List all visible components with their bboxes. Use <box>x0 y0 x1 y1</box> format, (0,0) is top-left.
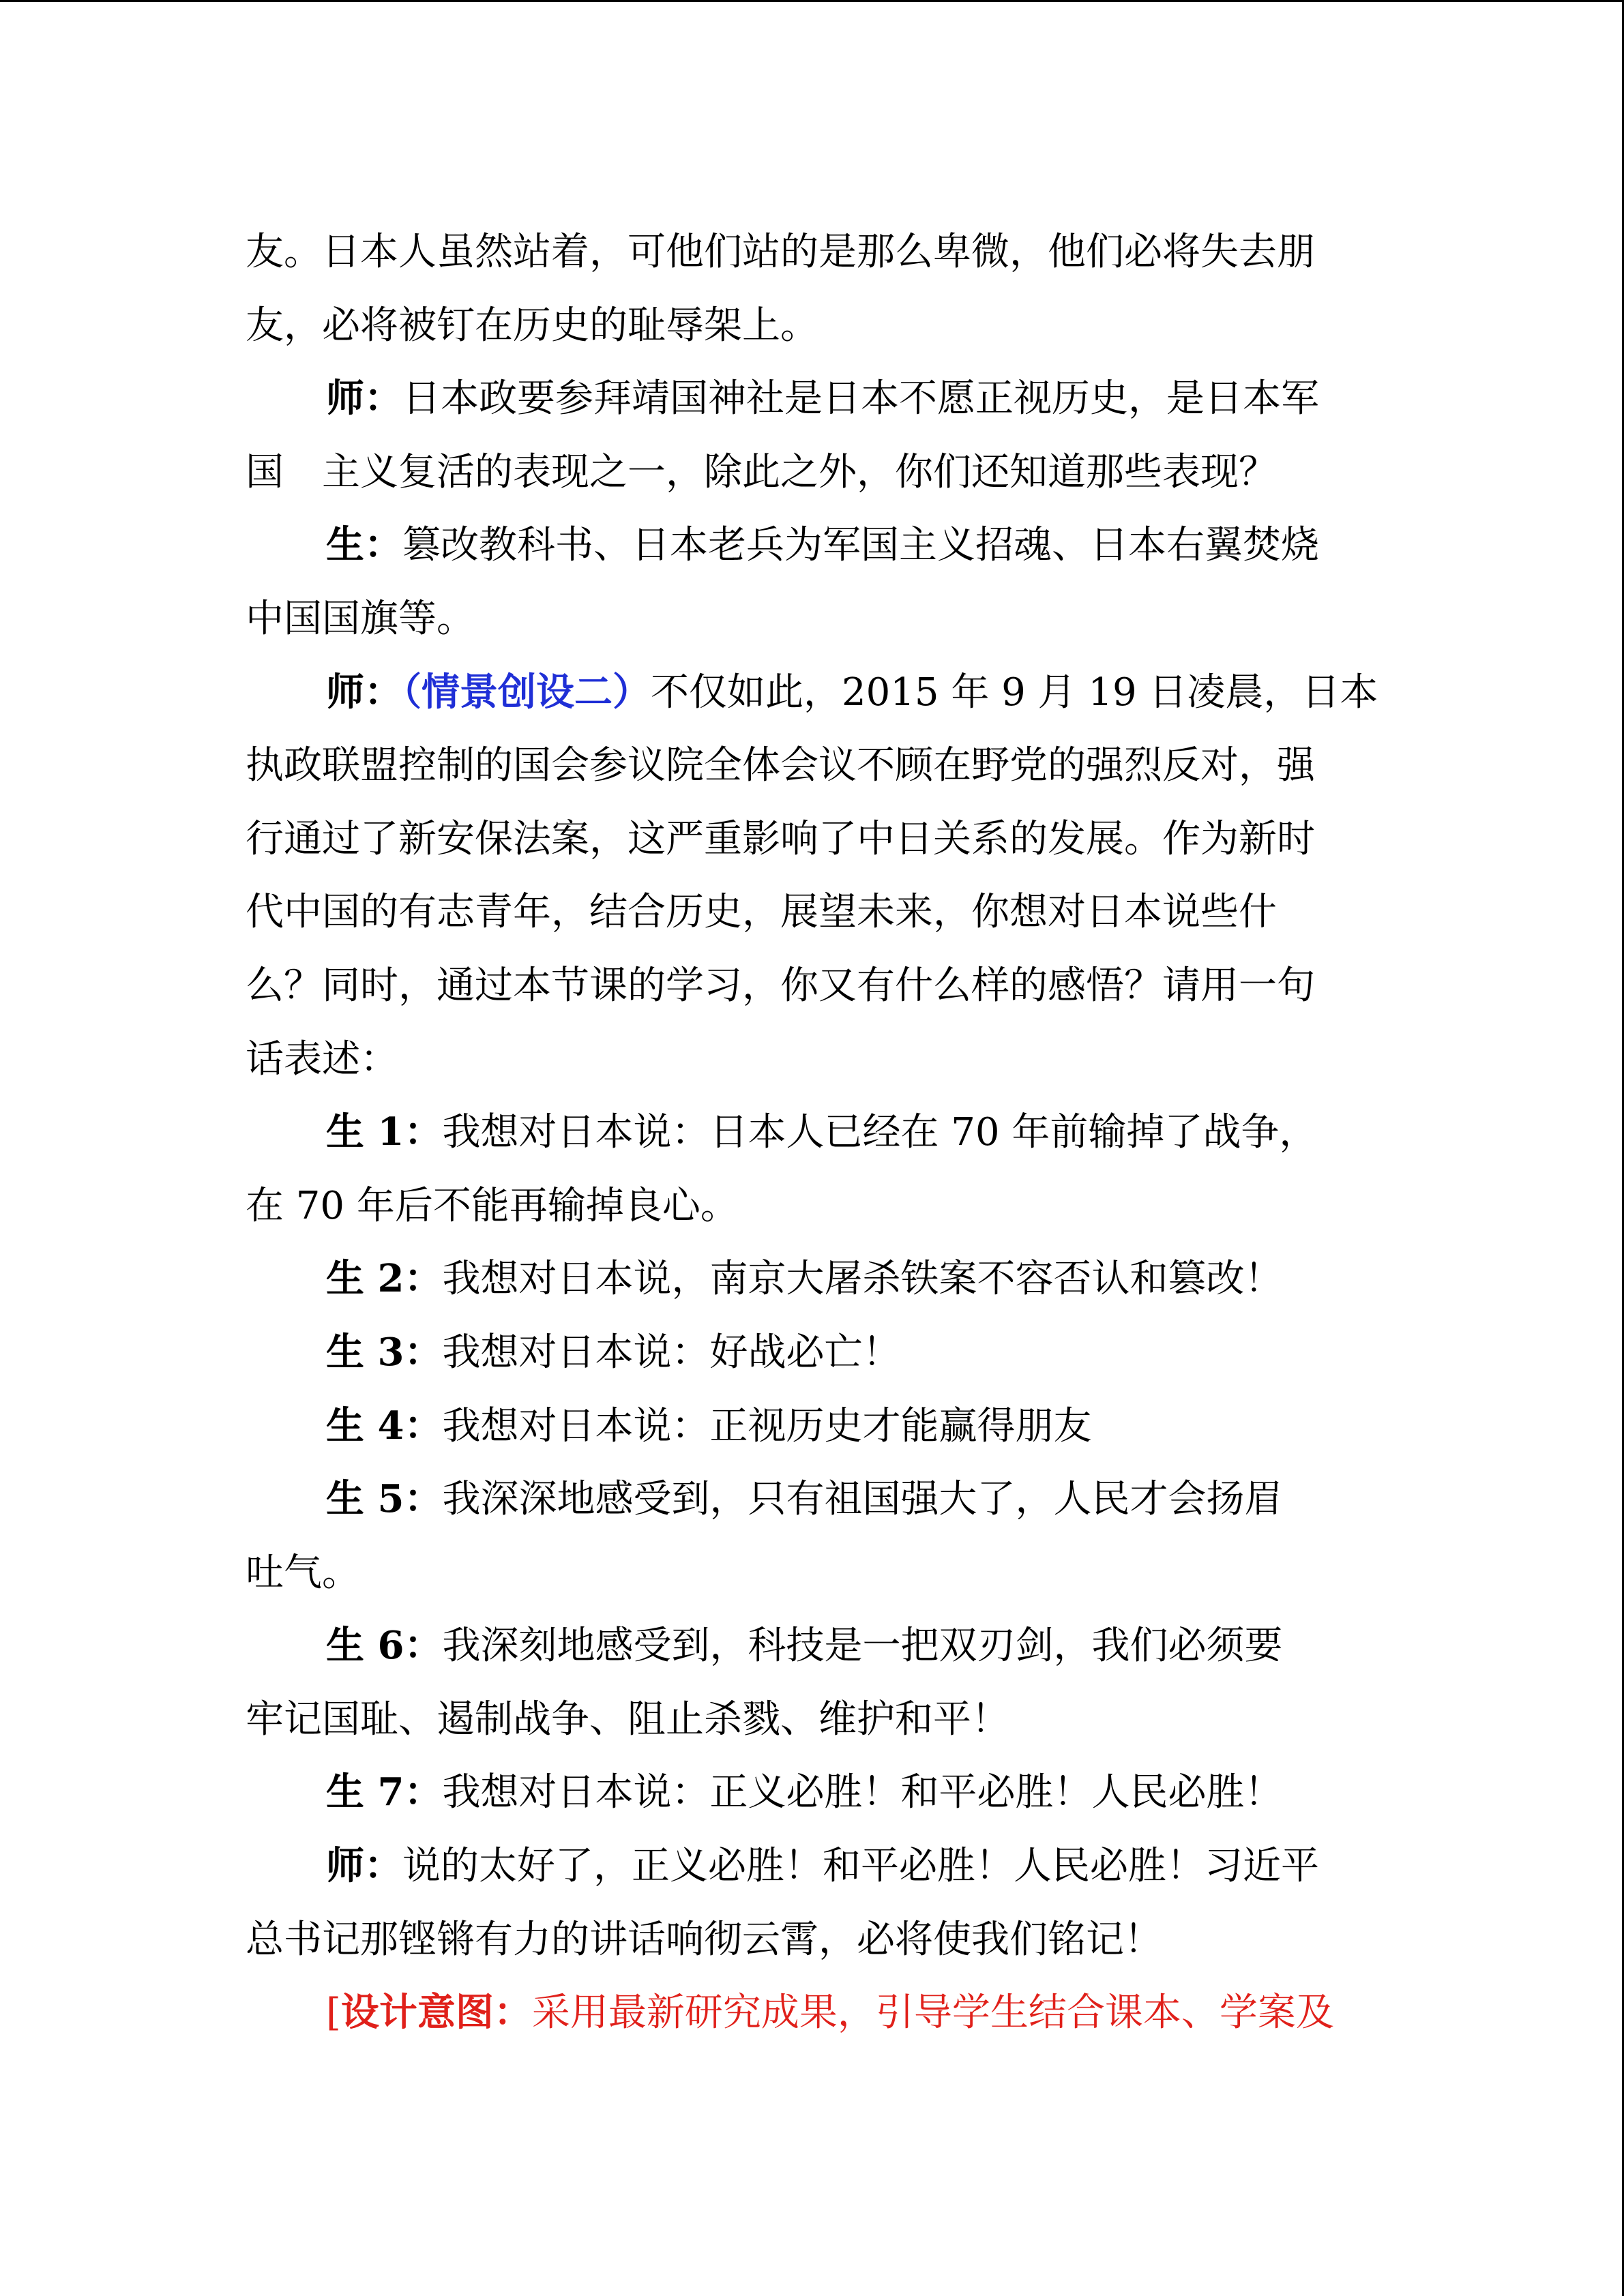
speaker-label: 生 1： <box>326 1109 443 1155</box>
line-text: 我深刻地感受到，科技是一把双刃剑，我们必须要 <box>442 1624 1283 1669</box>
line-text: 篡改教科书、日本老兵为军国主义招魂、日本右翼焚烧 <box>402 523 1319 568</box>
line-text: 中国国旗等。 <box>246 596 475 641</box>
design-note-line <box>246 1976 1391 2050</box>
student-line <box>246 1390 1391 1463</box>
paragraph-line <box>246 1169 1391 1243</box>
paragraph-line <box>246 289 1391 363</box>
line-text: 代中国的有志青年，结合历史，展望未来，你想对日本说些什 <box>246 890 1277 935</box>
speaker-label: 生 7： <box>326 1770 443 1815</box>
line-text: 主义复活的表现之一，除此之外，你们还知道那些表现？ <box>322 449 1277 494</box>
speaker-label: 生 4： <box>326 1403 443 1448</box>
paragraph-line <box>246 729 1391 803</box>
teacher-line <box>246 656 1391 730</box>
speaker-label: 生 6： <box>326 1623 443 1669</box>
design-note-label: 设计意图： <box>340 1990 532 2036</box>
line-text: 吐气。 <box>246 1550 360 1595</box>
student-line <box>246 509 1391 582</box>
speaker-label: 师： <box>326 376 402 421</box>
line-text: 我想对日本说：日本人已经在 70 年前输掉了战争， <box>442 1110 1318 1155</box>
paragraph-line <box>246 215 1391 289</box>
paragraph-line <box>246 876 1391 949</box>
student-line <box>246 1242 1391 1316</box>
paragraph-line <box>246 582 1391 656</box>
paragraph-line <box>246 1903 1391 1977</box>
student-line <box>246 1463 1391 1536</box>
line-text: 我想对日本说：正义必胜！和平必胜！人民必胜！ <box>442 1770 1283 1815</box>
paragraph-line <box>246 803 1391 876</box>
teacher-line <box>246 362 1391 436</box>
speaker-label: 师： <box>326 669 402 715</box>
line-text: 在 70 年后不能再输掉良心。 <box>246 1183 739 1228</box>
paragraph-line <box>246 1023 1391 1097</box>
line-text: 日本政要参拜靖国神社是日本不愿正视历史，是日本军 <box>402 376 1319 421</box>
speaker-label: 生 3： <box>326 1329 443 1375</box>
line-text: 执政联盟控制的国会参议院全体会议不顾在野党的强烈反对，强 <box>246 743 1315 788</box>
speaker-label: 师： <box>326 1843 402 1889</box>
line-text: 友，必将被钉在历史的耻辱架上。 <box>246 303 818 348</box>
speaker-label: 生： <box>326 522 402 568</box>
paragraph-line <box>246 949 1391 1023</box>
design-note-bracket: [ <box>326 1991 341 2036</box>
scenario-label: （情景创设二） <box>402 669 651 715</box>
speaker-label: 生 5： <box>326 1476 443 1522</box>
line-text: 话表述： <box>246 1037 398 1082</box>
paragraph-line <box>246 1683 1391 1757</box>
design-note-text: 采用最新研究成果，引导学生结合课本、学案及 <box>531 1991 1334 2036</box>
line-text: 总书记那铿锵有力的讲话响彻云霄，必将使我们铭记！ <box>246 1917 1162 1962</box>
line-text: 我想对日本说，南京大屠杀铁案不容否认和篡改！ <box>442 1257 1283 1302</box>
line-text: 我想对日本说：好战必亡！ <box>442 1330 901 1375</box>
line-text: 说的太好了，正义必胜！和平必胜！人民必胜！习近平 <box>402 1844 1319 1889</box>
speaker-label: 生 2： <box>326 1256 443 1302</box>
teacher-line <box>246 1830 1391 1903</box>
line-text: 国 <box>246 449 284 494</box>
student-line <box>246 1756 1391 1830</box>
student-line <box>246 1609 1391 1683</box>
line-text: 友。日本人虽然站着，可他们站的是那么卑微，他们必将失去朋 <box>246 230 1315 274</box>
line-text: 我想对日本说：正视历史才能赢得朋友 <box>442 1403 1092 1448</box>
paragraph-line <box>246 436 1391 509</box>
line-text: 牢记国耻、遏制战争、阻止杀戮、维护和平！ <box>246 1697 1009 1742</box>
student-line <box>246 1096 1391 1169</box>
line-text: 么？同时，通过本节课的学习，你又有什么样的感悟？请用一句 <box>246 963 1315 1008</box>
student-line <box>246 1316 1391 1390</box>
paragraph-line <box>246 1536 1391 1610</box>
line-text: 行通过了新安保法案，这严重影响了中日关系的发展。作为新时 <box>246 816 1315 861</box>
line-text: 不仅如此，2015 年 9 月 19 日凌晨，日本 <box>651 670 1378 715</box>
line-text: 我深深地感受到，只有祖国强大了，人民才会扬眉 <box>442 1477 1283 1522</box>
document-body <box>246 215 1391 2050</box>
